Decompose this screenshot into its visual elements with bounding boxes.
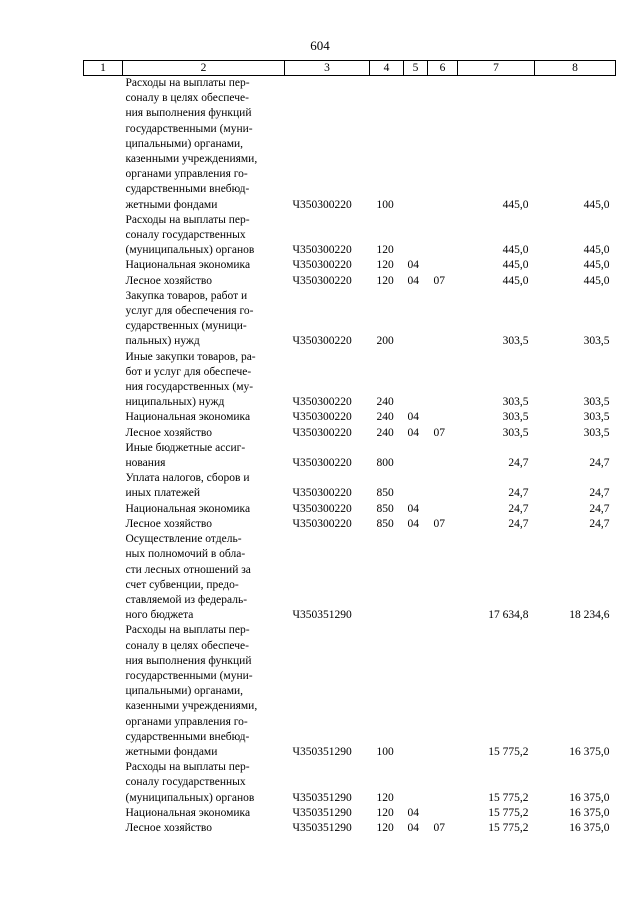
expense-type: 100 xyxy=(376,745,394,758)
table-body xyxy=(84,76,616,837)
section-code xyxy=(404,76,428,213)
table-row xyxy=(84,258,616,273)
row-name: Лесное хозяйство xyxy=(125,274,213,287)
amount-year-1: 303,5 xyxy=(502,396,529,409)
amount-year-1: 15 775,2 xyxy=(488,745,529,758)
column-header-5: 5 xyxy=(404,61,428,76)
row-name: Закупка товаров, работ и услуг для обеспечения го- сударственных (муници- пальных) нужд xyxy=(125,289,254,348)
column-header-1: 1 xyxy=(84,61,123,76)
table-row xyxy=(84,76,616,213)
blank-cell xyxy=(84,760,123,806)
column-header-3: 3 xyxy=(285,61,370,76)
blank-cell xyxy=(84,274,123,289)
amount-year-2: 445,0 xyxy=(583,198,610,211)
expense-type: 240 xyxy=(376,396,394,409)
table-header xyxy=(84,61,616,76)
subsection-code: 07 xyxy=(433,517,445,530)
header-row xyxy=(84,61,616,76)
section-code: 04 xyxy=(407,259,419,272)
amount-year-1: 17 634,8 xyxy=(488,609,529,622)
subsection-code xyxy=(428,806,458,821)
row-name: Иные закупки товаров, ра- бот и услуг для обеспече- ния государственных (му- ниципальных) нужд xyxy=(125,350,256,409)
section-code xyxy=(404,289,428,350)
table-row xyxy=(84,213,616,259)
row-name: Расходы на выплаты пер- соналу государственных (муниципальных) органов xyxy=(125,213,255,257)
amount-year-1: 303,5 xyxy=(502,426,529,439)
column-header-4: 4 xyxy=(370,61,404,76)
column-header-8: 8 xyxy=(535,61,616,76)
row-name: Расходы на выплаты пер- соналу государственных (муниципальных) органов xyxy=(125,761,255,804)
blank-cell xyxy=(84,76,123,213)
amount-year-2: 16 375,0 xyxy=(569,821,610,834)
amount-year-2: 16 375,0 xyxy=(569,806,610,819)
target-code: Ч350300220 xyxy=(292,335,352,348)
row-name: Национальная экономика xyxy=(125,411,251,424)
amount-year-1: 15 775,2 xyxy=(488,821,529,834)
target-code: Ч350351290 xyxy=(292,821,352,834)
target-code: Ч350300220 xyxy=(292,274,352,287)
blank-cell xyxy=(84,532,123,623)
amount-year-1: 445,0 xyxy=(502,198,529,211)
amount-year-2: 445,0 xyxy=(583,244,610,257)
table-row xyxy=(84,821,616,836)
amount-year-1: 303,5 xyxy=(502,335,529,348)
subsection-code xyxy=(428,213,458,259)
subsection-code xyxy=(428,258,458,273)
row-name: Лесное хозяйство xyxy=(125,426,213,439)
amount-year-1: 24,7 xyxy=(508,502,529,515)
section-code xyxy=(404,471,428,501)
blank-cell xyxy=(84,806,123,821)
expense-type: 200 xyxy=(376,335,394,348)
expense-type: 100 xyxy=(376,198,394,211)
blank-cell xyxy=(84,213,123,259)
subsection-code xyxy=(428,410,458,425)
target-code: Ч350300220 xyxy=(292,502,352,515)
amount-year-2: 303,5 xyxy=(583,335,610,348)
expense-type: 850 xyxy=(376,502,394,515)
amount-year-2: 445,0 xyxy=(583,259,610,272)
row-name: Национальная экономика xyxy=(125,502,251,515)
subsection-code: 07 xyxy=(433,426,445,439)
subsection-code xyxy=(428,350,458,411)
subsection-code: 07 xyxy=(433,821,445,834)
section-code xyxy=(404,213,428,259)
column-header-7: 7 xyxy=(458,61,535,76)
table-row xyxy=(84,502,616,517)
page-number: 604 xyxy=(310,38,330,53)
blank-cell xyxy=(84,426,123,441)
section-code: 04 xyxy=(407,426,419,439)
row-name: Осуществление отдель- ных полномочий в обла- сти лесных отношений за счет субвенции, предо- ставляемой из федераль- ного бюджета xyxy=(125,533,251,622)
target-code: Ч350351290 xyxy=(292,609,352,622)
target-code: Ч350300220 xyxy=(292,426,352,439)
amount-year-2: 16 375,0 xyxy=(569,791,610,804)
expense-type: 850 xyxy=(376,517,394,530)
section-code: 04 xyxy=(407,502,419,515)
amount-year-1: 303,5 xyxy=(502,411,529,424)
table-row xyxy=(84,441,616,471)
target-code: Ч350300220 xyxy=(292,517,352,530)
subsection-code xyxy=(428,623,458,760)
section-code: 04 xyxy=(407,517,419,530)
amount-year-1: 24,7 xyxy=(508,517,529,530)
amount-year-2: 303,5 xyxy=(583,396,610,409)
subsection-code: 07 xyxy=(433,274,445,287)
blank-cell xyxy=(84,517,123,532)
expense-type: 850 xyxy=(376,487,394,500)
target-code: Ч350300220 xyxy=(292,198,352,211)
amount-year-1: 445,0 xyxy=(502,259,529,272)
section-code xyxy=(404,350,428,411)
amount-year-2: 24,7 xyxy=(589,502,610,515)
amount-year-2: 303,5 xyxy=(583,426,610,439)
table-row xyxy=(84,532,616,623)
blank-cell xyxy=(84,441,123,471)
amount-year-2: 24,7 xyxy=(589,487,610,500)
section-code: 04 xyxy=(407,411,419,424)
section-code: 04 xyxy=(407,806,419,819)
table-row xyxy=(84,806,616,821)
table-row xyxy=(84,517,616,532)
section-code: 04 xyxy=(407,274,419,287)
expense-type: 240 xyxy=(376,426,394,439)
row-name: Расходы на выплаты пер- соналу в целях обеспече- ния выполнения функций государственными (муни- ципальными) органами, казенными учреждениями, органами управления го- сударственными внебюд- жетными фондами xyxy=(125,624,258,758)
expense-type: 240 xyxy=(376,411,394,424)
target-code: Ч350351290 xyxy=(292,745,352,758)
target-code: Ч350300220 xyxy=(292,487,352,500)
amount-year-1: 24,7 xyxy=(508,487,529,500)
expense-type: 120 xyxy=(376,259,394,272)
amount-year-1: 445,0 xyxy=(502,274,529,287)
target-code: Ч350351290 xyxy=(292,791,352,804)
section-code xyxy=(404,441,428,471)
subsection-code xyxy=(428,76,458,213)
expense-type: 120 xyxy=(376,791,394,804)
amount-year-1: 15 775,2 xyxy=(488,791,529,804)
amount-year-2: 18 234,6 xyxy=(569,609,610,622)
amount-year-2: 445,0 xyxy=(583,274,610,287)
row-name: Национальная экономика xyxy=(125,806,251,819)
budget-table xyxy=(83,60,616,836)
row-name: Расходы на выплаты пер- соналу в целях обеспече- ния выполнения функций государственными (муни- ципальными) органами, казенными учреждениями, органами управления го- сударственными внебюд- жетными фондами xyxy=(125,77,258,211)
amount-year-1: 24,7 xyxy=(508,457,529,470)
target-code: Ч350351290 xyxy=(292,806,352,819)
blank-cell xyxy=(84,623,123,760)
section-code xyxy=(404,532,428,623)
target-code: Ч350300220 xyxy=(292,396,352,409)
subsection-code xyxy=(428,289,458,350)
amount-year-1: 445,0 xyxy=(502,244,529,257)
blank-cell xyxy=(84,821,123,836)
expense-type: 120 xyxy=(376,244,394,257)
expense-type: 120 xyxy=(376,821,394,834)
amount-year-1: 15 775,2 xyxy=(488,806,529,819)
section-code: 04 xyxy=(407,821,419,834)
table-row xyxy=(84,760,616,806)
table-row xyxy=(84,426,616,441)
subsection-code xyxy=(428,760,458,806)
row-name: Лесное хозяйство xyxy=(125,517,213,530)
target-code: Ч350300220 xyxy=(292,457,352,470)
blank-cell xyxy=(84,350,123,411)
blank-cell xyxy=(84,471,123,501)
table-row xyxy=(84,289,616,350)
table-row xyxy=(84,623,616,760)
table-row xyxy=(84,274,616,289)
column-header-6: 6 xyxy=(428,61,458,76)
blank-cell xyxy=(84,410,123,425)
amount-year-2: 16 375,0 xyxy=(569,745,610,758)
blank-cell xyxy=(84,502,123,517)
row-name: Иные бюджетные ассиг- нования xyxy=(125,441,246,470)
target-code: Ч350300220 xyxy=(292,259,352,272)
column-header-2: 2 xyxy=(123,61,285,76)
row-name: Национальная экономика xyxy=(125,259,251,272)
table-row xyxy=(84,350,616,411)
row-name: Лесное хозяйство xyxy=(125,821,213,834)
table-row xyxy=(84,410,616,425)
amount-year-2: 24,7 xyxy=(589,517,610,530)
section-code xyxy=(404,623,428,760)
expense-type: 120 xyxy=(376,274,394,287)
blank-cell xyxy=(84,258,123,273)
subsection-code xyxy=(428,441,458,471)
expense-type: 120 xyxy=(376,806,394,819)
table-row xyxy=(84,471,616,501)
subsection-code xyxy=(428,471,458,501)
expense-type: 800 xyxy=(376,457,394,470)
subsection-code xyxy=(428,502,458,517)
blank-cell xyxy=(84,289,123,350)
row-name: Уплата налогов, сборов и иных платежей xyxy=(125,472,250,500)
amount-year-2: 303,5 xyxy=(583,411,610,424)
section-code xyxy=(404,760,428,806)
amount-year-2: 24,7 xyxy=(589,457,610,470)
target-code: Ч350300220 xyxy=(292,411,352,424)
target-code: Ч350300220 xyxy=(292,244,352,257)
expense-type xyxy=(370,532,404,623)
subsection-code xyxy=(428,532,458,623)
